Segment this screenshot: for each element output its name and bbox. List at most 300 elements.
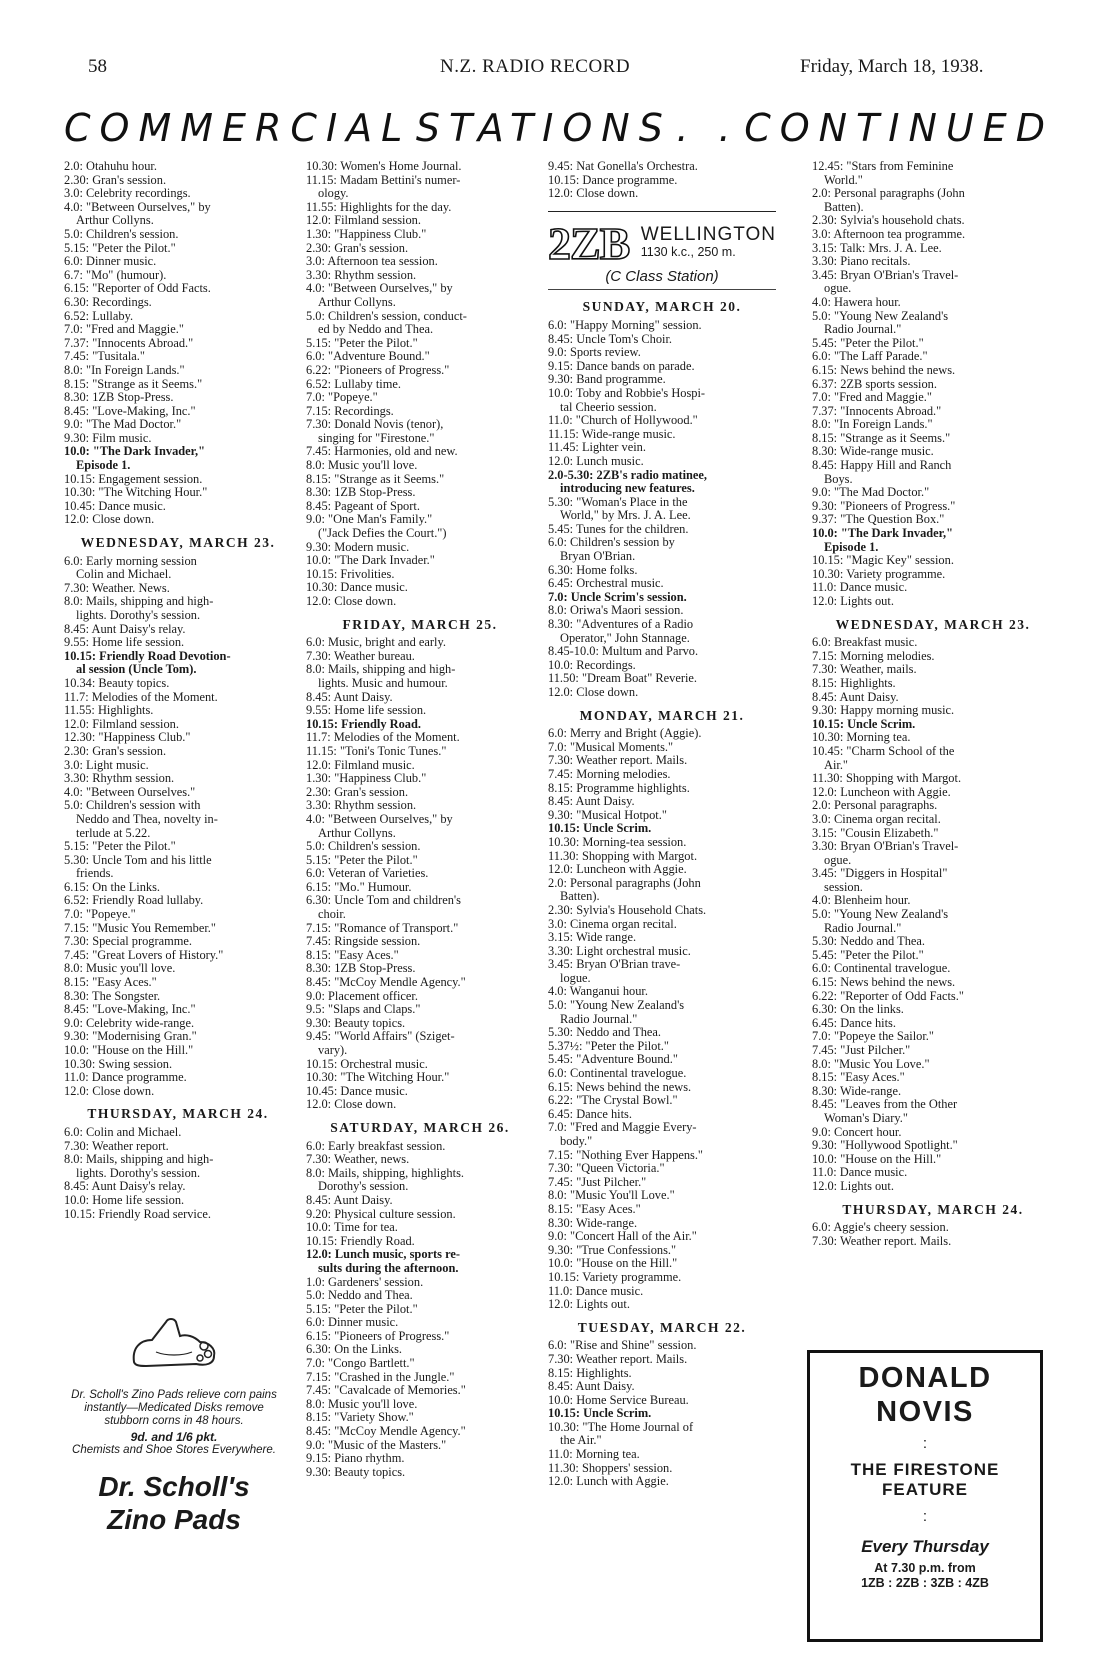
programme-entry: 7.30: Weather report. Mails.: [812, 1234, 952, 1248]
programme-entry: 5.15: "Peter the Pilot.": [306, 853, 418, 867]
programme-entry: 9.30: Beauty topics.: [306, 1016, 406, 1030]
programme-entry: Woman's Diary.": [824, 1111, 908, 1125]
programme-entry: 11.7: Melodies of the Moment.: [64, 690, 218, 704]
programme-entry: 11.7: Melodies of the Moment.: [306, 731, 460, 745]
day-heading: MONDAY, MARCH 21.: [579, 708, 745, 723]
programme-entry: 10.0: "House on the Hill.": [64, 1044, 194, 1057]
programme-entry: 4.0: Wanganui hour.: [548, 985, 648, 999]
programme-entry: 10.0: "House on the Hill.": [548, 1257, 678, 1271]
programme-entry: 6.45: Dance hits.: [812, 1016, 896, 1030]
programme-entry: 6.0: "Adventure Bound.": [306, 350, 430, 364]
programme-entry: 10.15: Dance programme.: [548, 173, 678, 187]
station-divider: [548, 211, 776, 212]
programme-entry: 3.15: "Cousin Elizabeth.": [812, 826, 939, 840]
programme-entry: friends.: [76, 867, 114, 881]
programme-entry: 2.0: Personal paragraphs.: [812, 799, 938, 813]
programme-entry: 8.15: "Easy Aces.": [64, 976, 157, 990]
foot-illustration: [126, 1312, 222, 1370]
programme-entry: 8.15: "Strange as it Seems.": [64, 377, 203, 391]
programme-entry: 9.0: "One Man's Family.": [306, 513, 433, 527]
programme-entry: 8.30: "Adventures of a Radio: [548, 618, 694, 632]
programme-entry: 12.0: Close down.: [548, 686, 639, 699]
programme-entry: 6.0: "Happy Morning" session.: [548, 318, 702, 332]
programme-entry: 10.0: Recordings.: [548, 658, 636, 672]
programme-entry: 7.45: "Cavalcade of Memories.": [306, 1384, 466, 1398]
programme-entry: 10.45: Dance music.: [306, 1084, 408, 1098]
programme-entry: 6.0: Aggie's cheery session.: [812, 1221, 949, 1235]
programme-entry: 10.0: Toby and Robbie's Hospi-: [548, 386, 706, 400]
programme-entry: 7.30: Weather. News.: [64, 581, 170, 595]
programme-entry: 7.30: Weather bureau.: [306, 649, 415, 663]
programme-entry: 10.30: Morning tea.: [812, 731, 911, 745]
programme-entry: singing for "Firestone.": [318, 431, 435, 445]
programme-entry: 10.15: Uncle Scrim.: [548, 822, 652, 836]
programme-entry: 11.0: Dance music.: [548, 1284, 644, 1298]
programme-entry: 8.45: "McCoy Mendle Agency.": [306, 1425, 466, 1439]
programme-entry: 7.15: "Romance of Transport.": [306, 921, 459, 935]
programme-entry: 7.0: Uncle Scrim's session.: [548, 590, 687, 604]
programme-entry: 10.0: "The Dark Invader,": [812, 527, 954, 541]
programme-entry: 8.30: Wide-range.: [812, 1084, 902, 1098]
programme-entry: 6.0: Early breakfast session.: [306, 1139, 446, 1153]
programme-entry: 5.30: Uncle Tom and his little: [64, 853, 212, 867]
station-city: WELLINGTON: [640, 224, 776, 246]
programme-entry: 8.45: "Love-Making, Inc.": [64, 1003, 196, 1017]
station-class: (C Class Station): [605, 267, 719, 285]
programme-entry: 7.45: "Just Pilcher.": [548, 1175, 647, 1189]
programme-entry: Dorothy's session.: [318, 1180, 409, 1194]
programme-entry: 10.30: Dance music.: [306, 581, 408, 595]
separator-dot: :: [922, 1508, 928, 1525]
programme-entry: 1.30: "Happiness Club.": [306, 227, 427, 241]
programme-entry: 3.30: Light orchestral music.: [548, 944, 691, 958]
programme-entry: 5.0: "Young New Zealand's: [812, 908, 949, 922]
publication-title: N.Z. RADIO RECORD: [440, 56, 631, 77]
programme-entry: 8.45: Happy Hill and Ranch: [812, 459, 952, 473]
programme-entry: lights. Dorothy's session.: [76, 609, 201, 622]
programme-entry: 8.15: Programme highlights.: [548, 781, 690, 795]
programme-entry: 2.30: Gran's session.: [64, 744, 167, 758]
programme-entry: 3.15: Wide range.: [548, 931, 637, 945]
programme-entry: 7.0: "Popeye.": [306, 391, 378, 405]
scholl-brand-line-2: Zino Pads: [107, 1504, 241, 1535]
firestone-line-2: FEATURE: [881, 1480, 968, 1499]
programme-entry: 7.30: "Queen Victoria.": [548, 1162, 665, 1176]
programme-entry: session.: [824, 880, 863, 894]
programme-entry: 7.45: "Just Pilcher.": [812, 1044, 911, 1057]
programme-entry: 6.0: "Rise and Shine" session.: [548, 1339, 697, 1353]
station-listing: [548, 300, 776, 1488]
programme-entry: 3.30: Rhythm session.: [306, 799, 417, 813]
banner-word-continued: CONTINUED: [744, 106, 1054, 150]
programme-entry: 10.15: Engagement session.: [64, 472, 203, 486]
day-heading: TUESDAY, MARCH 22.: [577, 1320, 747, 1335]
programme-entry: 5.30: "Woman's Place in the: [548, 495, 688, 509]
programme-entry: World.": [824, 173, 863, 187]
programme-entry: 9.0: Celebrity wide-range.: [64, 1016, 195, 1030]
programme-entry: 6.30: On the Links.: [306, 1343, 403, 1357]
programme-entry: 10.0: Home life session.: [64, 1193, 185, 1207]
banner-dots: . .: [676, 106, 740, 150]
programme-entry: 5.45: "Peter the Pilot.": [812, 336, 924, 350]
programme-entry: 6.0: Early morning session: [64, 554, 197, 568]
programme-entry: 9.30: "Hollywood Spotlight.": [812, 1139, 958, 1153]
novis-last-name: NOVIS: [876, 1396, 974, 1428]
programme-entry: 9.5: "Slaps and Claps.": [306, 1003, 421, 1017]
programme-entry: 3.30: Piano recitals.: [812, 255, 911, 269]
programme-entry: 6.15: News behind the news.: [548, 1080, 692, 1094]
programme-entry: 3.45: Bryan O'Brian's Travel-: [812, 268, 959, 282]
programme-entry: logue.: [560, 971, 591, 985]
programme-entry: 8.15: Highlights.: [812, 676, 896, 690]
programme-entry: Arthur Collyns.: [76, 214, 154, 228]
programme-entry: 12.0: Close down.: [306, 595, 397, 608]
programme-entry: 6.15: "Reporter of Odd Facts.: [64, 282, 211, 296]
programme-entry: 5.45: "Adventure Bound.": [548, 1053, 678, 1067]
programme-entry: 8.15: "Easy Aces.": [812, 1071, 905, 1085]
programme-entry: Neddo and Thea, novelty in-: [76, 812, 218, 826]
programme-entry: 12.45: "Stars from Feminine: [812, 160, 954, 173]
separator-dot: :: [922, 1435, 928, 1452]
programme-entry: 8.45: Pageant of Sport.: [306, 499, 420, 513]
programme-entry: vary).: [318, 1044, 348, 1057]
programme-entry: 9.37: "The Question Box.": [812, 513, 945, 527]
programme-entry: 10.15: Variety programme.: [548, 1270, 682, 1284]
day-heading: SATURDAY, MARCH 26.: [330, 1120, 510, 1135]
programme-entry: 6.0: Breakfast music.: [812, 636, 918, 650]
programme-entry: 10.30: Morning-tea session.: [548, 835, 687, 849]
programme-entry: 12.0: Close down.: [64, 513, 155, 527]
programme-entry: 8.30: Wide-range music.: [812, 445, 934, 459]
programme-entry: 12.0: Filmland session.: [306, 214, 421, 228]
programme-entry: 6.15: "Mo." Humour.: [306, 880, 412, 894]
day-heading: WEDNESDAY, MARCH 23.: [835, 617, 1031, 632]
programme-entry: 7.15: "Music You Remember.": [64, 921, 216, 935]
day-heading: SUNDAY, MARCH 20.: [582, 300, 742, 314]
programme-entry: 7.15: "Nothing Ever Happens.": [548, 1148, 703, 1162]
programme-entry: 7.30: Weather report. Mails.: [548, 754, 688, 768]
programme-entry: 8.0: Mails, shipping and high-: [306, 663, 456, 677]
programme-entry: 8.0: "Music You'll Love.": [548, 1189, 675, 1203]
programme-entry: 8.0: "In Foreign Lands.": [812, 418, 933, 432]
programme-entry: 8.45: Aunt Daisy.: [548, 1380, 635, 1394]
programme-entry: 7.0: "Fred and Maggie.": [812, 391, 932, 405]
novis-schedule-day: Every Thursday: [861, 1537, 989, 1556]
programme-entry: 1.0: Gardeners' session.: [306, 1275, 424, 1289]
programme-entry: 7.37: "Innocents Abroad.": [812, 404, 942, 418]
programme-entry: 6.0: Music, bright and early.: [306, 636, 446, 650]
programme-entry: 9.20: Physical culture session.: [306, 1207, 456, 1221]
programme-entry: sults during the afternoon.: [318, 1261, 459, 1275]
programme-entry: 9.30: Happy morning music.: [812, 704, 955, 718]
section-banner: [64, 106, 1054, 150]
programme-entry: 3.45: "Diggers in Hospital": [812, 867, 948, 881]
programme-entry: 11.0: Dance music.: [812, 581, 908, 595]
programme-entry: 3.0: Cinema organ recital.: [548, 917, 677, 931]
programme-entry: 12.0: Lunch with Aggie.: [548, 1475, 669, 1489]
programme-entry: 2.0: Personal paragraphs (John: [812, 187, 965, 201]
programme-entry: 5.15: "Peter the Pilot.": [64, 840, 176, 854]
programme-entry: 5.30: Neddo and Thea.: [812, 935, 925, 949]
novis-stations: 1ZB : 2ZB : 3ZB : 4ZB: [861, 1576, 989, 1590]
dr-scholl-advertisement: [64, 1312, 284, 1536]
programme-entry: 12.0: Lights out.: [812, 595, 894, 608]
programme-entry: introducing new features.: [560, 482, 695, 496]
programme-entry: 7.30: Donald Novis (tenor),: [306, 418, 444, 432]
programme-entry: Radio Journal.": [824, 323, 902, 337]
programme-entry: 6.0: "The Laff Parade.": [812, 350, 928, 364]
programme-entry: 3.0: Afternoon tea session.: [306, 255, 438, 269]
programme-entry: 6.30: Uncle Tom and children's: [306, 894, 461, 908]
programme-entry: 7.30: Weather, mails.: [812, 663, 917, 677]
programme-entry: 11.30: Shopping with Margot.: [548, 849, 698, 863]
programme-entry: 10.15: "Magic Key" session.: [812, 554, 954, 568]
programme-entry: 8.45: Uncle Tom's Choir.: [548, 332, 673, 346]
programme-entry: 10.30: "The Witching Hour.": [306, 1071, 450, 1085]
programme-entry: Boys.: [824, 472, 853, 486]
programme-entry: 6.52: Lullaby.: [64, 309, 134, 323]
programme-entry: 4.0: "Between Ourselves," by: [64, 200, 211, 214]
programme-entry: lights. Music and humour.: [318, 676, 448, 690]
programme-entry: terlude at 5.22.: [76, 826, 151, 840]
programme-entry: 3.30: Rhythm session.: [64, 772, 175, 786]
programme-entry: 12.0: Lunch music.: [548, 454, 644, 468]
scholl-brand-line-1: Dr. Scholl's: [98, 1471, 250, 1502]
programme-entry: 5.15: "Peter the Pilot.": [64, 241, 176, 255]
programme-entry: 7.45: "Great Lovers of History.": [64, 948, 224, 962]
programme-entry: 8.30: Wide-range.: [548, 1216, 638, 1230]
station-frequency: 1130 k.c., 250 m.: [640, 244, 736, 259]
programme-entry: 6.15: News behind the news.: [812, 363, 956, 377]
programme-entry: 7.0: "Popeye.": [64, 908, 136, 922]
programme-entry: 6.7: "Mo" (humour).: [64, 268, 167, 282]
programme-entry: 8.30: 1ZB Stop-Press.: [306, 486, 416, 500]
programme-entry: 6.15: "Pioneers of Progress.": [306, 1329, 450, 1343]
programme-entry: 11.55: Highlights.: [64, 704, 154, 718]
programme-entry: 12.0: Close down.: [548, 187, 639, 201]
programme-entry: Operator," John Stannage.: [560, 631, 690, 645]
programme-entry: 2.30: Gran's session.: [64, 173, 167, 187]
programme-entry: 10.15: Friendly Road service.: [64, 1207, 211, 1221]
programme-entry: 6.45: Orchestral music.: [548, 577, 664, 591]
programme-entry: 8.0: "Music You Love.": [812, 1057, 930, 1071]
programme-entry: 3.45: Bryan O'Brian trave-: [548, 958, 681, 972]
programme-entry: 6.15: News behind the news.: [812, 976, 956, 990]
programme-entry: 7.15: Recordings.: [306, 404, 394, 418]
programme-entry: Episode 1.: [824, 540, 879, 554]
programme-entry: 11.0: Morning tea.: [548, 1448, 640, 1462]
programme-entry: 9.30: Beauty topics.: [306, 1465, 406, 1479]
programme-entry: choir.: [318, 908, 346, 922]
programme-entry: 4.0: Hawera hour.: [812, 295, 901, 309]
programme-entry: 9.0: "Concert Hall of the Air.": [548, 1230, 697, 1244]
programme-entry: 10.45: Dance music.: [64, 499, 166, 513]
programme-entry: 10.30: "The Witching Hour.": [64, 486, 208, 500]
programme-column-1: [64, 160, 292, 1221]
programme-entry: 6.22: "Pioneers of Progress.": [306, 363, 450, 377]
programme-entry: 10.0: Time for tea.: [306, 1221, 398, 1235]
programme-entry: 8.15: "Strange as it Seems.": [812, 431, 951, 445]
programme-column-4: [812, 160, 1054, 1248]
programme-entry: Colin and Michael.: [76, 568, 172, 582]
programme-entry: 4.0: "Between Ourselves.": [64, 785, 196, 799]
programme-entry: 6.45: Dance hits.: [548, 1107, 632, 1121]
programme-entry: Radio Journal.": [560, 1012, 638, 1026]
programme-entry: 8.0: Music you'll love.: [306, 1397, 418, 1411]
programme-entry: 5.0: Neddo and Thea.: [306, 1289, 413, 1303]
programme-entry: 2.30: Gran's session.: [306, 241, 409, 255]
programme-entry: 7.37: "Innocents Abroad.": [64, 336, 194, 350]
programme-entry: 11.50: "Dream Boat" Reverie.: [548, 672, 698, 686]
programme-entry: World," by Mrs. J. A. Lee.: [560, 509, 691, 523]
programme-entry: 2.30: Gran's session.: [306, 785, 409, 799]
programme-entry: 8.45: Aunt Daisy.: [548, 795, 635, 809]
banner-word-stations: STATIONS: [415, 106, 672, 150]
programme-entry: 8.45: Aunt Daisy.: [812, 690, 899, 704]
programme-entry: 8.0: Mails, shipping and high-: [64, 1153, 214, 1167]
programme-entry: 5.0: Children's session with: [64, 799, 201, 813]
programme-entry: 5.0: Children's session.: [64, 227, 179, 241]
day-heading: THURSDAY, MARCH 24.: [87, 1107, 269, 1121]
programme-entry: Bryan O'Brian.: [560, 550, 636, 564]
day-heading: THURSDAY, MARCH 24.: [842, 1202, 1024, 1217]
programme-entry: 7.0: "Popeye the Sailor.": [812, 1030, 934, 1044]
programme-entry: 6.0: Merry and Bright (Aggie).: [548, 727, 702, 741]
programme-entry: 9.15: Dance bands on parade.: [548, 359, 695, 373]
programme-entry: 6.30: On the links.: [812, 1003, 904, 1017]
programme-entry: 8.0: "In Foreign Lands.": [64, 363, 185, 377]
programme-entry: 12.0: Filmland music.: [306, 758, 415, 772]
programme-entry: 6.52: Friendly Road lullaby.: [64, 894, 204, 908]
programme-entry: 3.0: Light music.: [64, 758, 149, 772]
programme-entry: 4.0: Blenheim hour.: [812, 894, 911, 908]
programme-entry: 7.30: Weather, news.: [306, 1153, 410, 1167]
programme-entry: 12.0: Close down.: [306, 1098, 397, 1112]
programme-entry: 8.45: "Leaves from the Other: [812, 1098, 958, 1112]
programme-entry: 5.15: "Peter the Pilot.": [306, 1302, 418, 1316]
programme-entry: ("Jack Defies the Court."): [318, 527, 447, 541]
programme-entry: 6.15: On the Links.: [64, 880, 161, 894]
programme-entry: 11.15: Wide-range music.: [548, 427, 676, 441]
programme-entry: 2.30: Sylvia's Household Chats.: [548, 903, 707, 917]
programme-entry: 5.45: "Peter the Pilot.": [812, 948, 924, 962]
programme-entry: 6.0: Colin and Michael.: [64, 1125, 182, 1139]
programme-entry: 7.0: "Musical Moments.": [548, 740, 674, 754]
programme-entry: 5.37½: "Peter the Pilot.": [548, 1039, 669, 1053]
station-call-sign: 2ZB: [548, 217, 630, 269]
programme-entry: 7.30: Special programme.: [64, 935, 193, 949]
programme-entry: 9.0: "Music of the Masters.": [306, 1438, 447, 1452]
programme-entry: ogue.: [824, 282, 852, 296]
programme-entry: 10.15: Uncle Scrim.: [812, 717, 916, 731]
programme-entry: 8.30: The Songster.: [64, 989, 161, 1003]
programme-entry: 9.45: "World Affairs" (Sziget-: [306, 1030, 455, 1044]
programme-entry: 9.30: Film music.: [64, 431, 152, 445]
programme-entry: 12.0: Filmland session.: [64, 717, 179, 731]
scholl-stockists: Chemists and Shoe Stores Everywhere.: [72, 1444, 276, 1456]
programme-entry: 9.55: Home life session.: [64, 636, 185, 650]
programme-entry: 8.45: Aunt Daisy's relay.: [64, 622, 186, 636]
programme-entry: 3.30: Bryan O'Brian's Travel-: [812, 840, 959, 854]
novis-schedule-time: At 7.30 p.m. from: [874, 1561, 976, 1575]
programme-entry: 9.0: "The Mad Doctor.": [812, 486, 930, 500]
programme-entry: 8.0: Music you'll love.: [64, 962, 176, 976]
page-number: 58: [88, 56, 107, 77]
programme-entry: 10.15: Friendly Road.: [306, 717, 421, 731]
programme-entry: 6.0: Dinner music.: [306, 1316, 399, 1330]
programme-entry: 8.0: Mails, shipping and high-: [64, 595, 214, 609]
programme-entry: ology.: [318, 187, 349, 201]
programme-entry: 8.45: Aunt Daisy.: [306, 1193, 393, 1207]
novis-first-name: DONALD: [858, 1362, 992, 1394]
programme-entry: 9.30: "Pioneers of Progress.": [812, 499, 956, 513]
programme-entry: Air.": [824, 758, 848, 772]
programme-entry: 8.45: "McCoy Mendle Agency.": [306, 976, 466, 990]
programme-entry: 9.30: "True Confessions.": [548, 1243, 677, 1257]
programme-entry: 12.0: Lights out.: [548, 1298, 630, 1312]
programme-entry: 10.15: Orchestral music.: [306, 1057, 428, 1071]
scholl-price: 9d. and 1/6 pkt.: [130, 1430, 218, 1444]
programme-entry: 10.0: "The Dark Invader.": [306, 554, 435, 568]
programme-entry: 8.45: Aunt Daisy's relay.: [64, 1180, 186, 1194]
programme-entry: 9.45: Nat Gonella's Orchestra.: [548, 160, 698, 173]
programme-entry: 6.30: Recordings.: [64, 295, 152, 309]
programme-entry: 10.30: Swing session.: [64, 1057, 173, 1071]
programme-entry: 8.30: 1ZB Stop-Press.: [306, 962, 416, 976]
programme-entry: 7.30: Weather report. Mails.: [548, 1352, 688, 1366]
programme-entry: 12.0: Close down.: [64, 1084, 155, 1098]
programme-entry: 10.15: Friendly Road.: [306, 1234, 415, 1248]
day-heading: WEDNESDAY, MARCH 23.: [80, 536, 276, 550]
programme-entry: 8.0: Mails, shipping, highlights.: [306, 1166, 464, 1180]
programme-entry: 8.15: "Strange as it Seems.": [306, 472, 445, 486]
programme-entry: 7.45: Morning melodies.: [548, 767, 671, 781]
programme-entry: 6.0: Veteran of Varieties.: [306, 867, 429, 881]
programme-entry: 3.15: Talk: Mrs. J. A. Lee.: [812, 241, 942, 255]
programme-entry: 7.0: "Congo Bartlett.": [306, 1357, 415, 1371]
programme-entry: 8.15: "Variety Show.": [306, 1411, 414, 1425]
column-3-top-listing: [548, 160, 776, 201]
station-heading: [548, 217, 776, 269]
programme-entry: 10.0: "House on the Hill.": [812, 1152, 942, 1166]
programme-entry: 9.0: Placement officer.: [306, 989, 418, 1003]
programme-entry: 9.30: Modern music.: [306, 540, 410, 554]
programme-entry: 11.45: Lighter vein.: [548, 441, 646, 455]
programme-column-2: [306, 160, 534, 1479]
programme-entry: 8.15: Highlights.: [548, 1366, 632, 1380]
programme-entry: 10.30: Women's Home Journal.: [306, 160, 462, 173]
programme-entry: tal Cheerio session.: [560, 400, 657, 414]
programme-entry: 7.0: "Fred and Maggie.": [64, 323, 184, 337]
programme-entry: 2.0-5.30: 2ZB's radio matinee,: [548, 468, 708, 482]
programme-entry: 8.15: "Easy Aces.": [548, 1202, 641, 1216]
programme-entry: 7.30: Weather report.: [64, 1139, 169, 1153]
programme-entry: 8.15: "Easy Aces.": [306, 948, 399, 962]
programme-entry: 5.0: "Young New Zealand's: [548, 999, 685, 1013]
programme-entry: Radio Journal.": [824, 921, 902, 935]
programme-entry: ogue.: [824, 853, 852, 867]
programme-entry: 3.30: Rhythm session.: [306, 268, 417, 282]
programme-entry: 12.0: Luncheon with Aggie.: [812, 785, 951, 799]
programme-entry: 9.0: Sports review.: [548, 346, 641, 360]
programme-entry: Batten).: [824, 200, 864, 214]
programme-entry: 10.45: "Charm School of the: [812, 744, 955, 758]
programme-entry: 7.45: Harmonies, old and new.: [306, 445, 458, 459]
programme-entry: Episode 1.: [76, 459, 131, 473]
programme-entry: 7.15: Morning melodies.: [812, 649, 935, 663]
programme-entry: 10.30: Variety programme.: [812, 567, 946, 581]
programme-entry: 10.15: Friendly Road Devotion-: [64, 649, 231, 663]
